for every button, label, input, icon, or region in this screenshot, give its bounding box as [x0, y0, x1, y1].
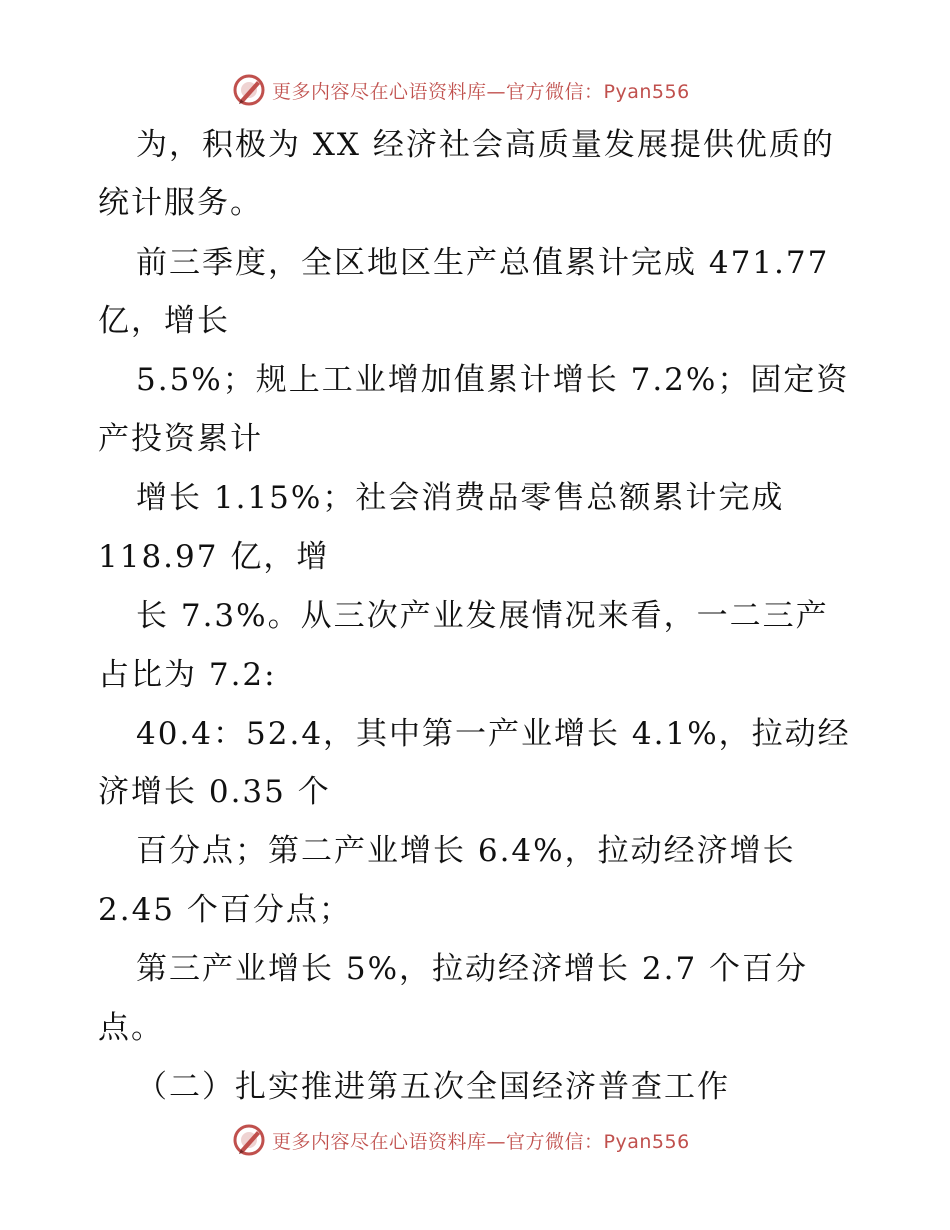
- text-line: 长 7.3%。从三次产业发展情况来看，一二三产: [136, 598, 829, 634]
- text-line: 亿，增长: [98, 303, 230, 339]
- text-line: 点。: [98, 1010, 164, 1046]
- text-line: 40.4：52.4，其中第一产业增长 4.1%，拉动经: [136, 716, 851, 752]
- text-line: 产投资累计: [98, 421, 263, 457]
- text-line: 占比为 7.2:: [98, 657, 277, 693]
- header-banner-text: 更多内容尽在心语资料库—官方微信：Pyan556: [272, 80, 690, 103]
- text-line: 济增长 0.35 个: [98, 774, 331, 810]
- text-line: 第三产业增长 5%，拉动经济增长 2.7 个百分: [136, 951, 809, 987]
- text-line: 前三季度，全区地区生产总值累计完成 471.77: [136, 245, 830, 281]
- text-line: 统计服务。: [98, 185, 263, 221]
- header-banner: [232, 70, 690, 110]
- section-heading: （二）扎实推进第五次全国经济普查工作: [136, 1069, 730, 1105]
- text-line: 2.45 个百分点；: [98, 892, 352, 928]
- footer-banner: [232, 1120, 690, 1160]
- text-line: 118.97 亿，增: [98, 539, 330, 575]
- pen-logo-icon: [232, 73, 266, 107]
- text-line: 5.5%；规上工业增加值累计增长 7.2%；固定资: [136, 362, 850, 398]
- text-line: 增长 1.15%；社会消费品零售总额累计完成: [136, 480, 785, 516]
- text-line: 为，积极为 XX 经济社会高质量发展提供优质的: [136, 127, 835, 163]
- footer-banner-text: 更多内容尽在心语资料库—官方微信：Pyan556: [272, 1130, 690, 1153]
- text-line: 百分点；第二产业增长 6.4%，拉动经济增长: [136, 833, 796, 869]
- pen-logo-icon: [232, 1123, 266, 1157]
